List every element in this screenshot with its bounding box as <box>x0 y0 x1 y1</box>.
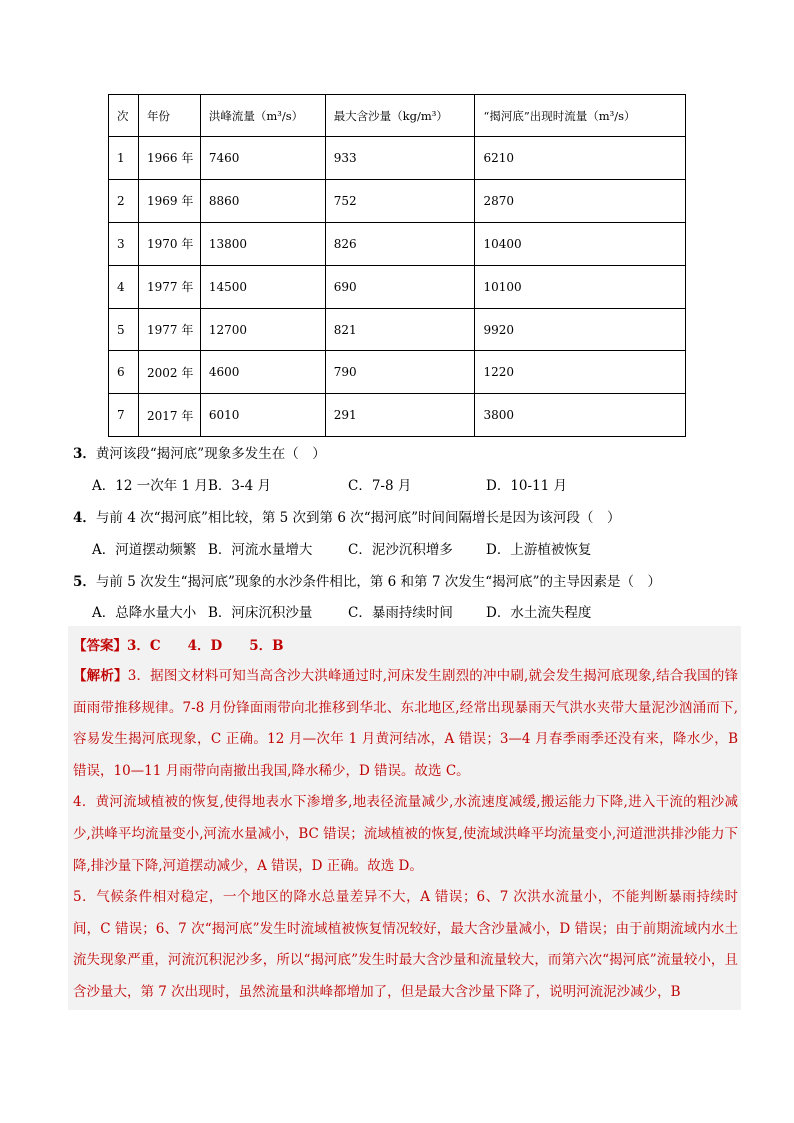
cell-year: 1977 年 <box>138 265 200 308</box>
cell-event-flow: 1220 <box>475 351 686 394</box>
cell-index: 6 <box>109 351 139 394</box>
question-4-option-b: B．河流水量增大 <box>208 542 313 558</box>
cell-index: 2 <box>109 179 139 222</box>
cell-event-flow: 3800 <box>475 394 686 437</box>
header-max-sediment: 最大含沙量（kg/m³） <box>325 95 475 137</box>
table-row <box>109 137 686 180</box>
question-4-option-a: A．河道摆动频繁 <box>92 542 197 558</box>
table-row <box>109 351 686 394</box>
cell-max-sediment: 821 <box>325 308 475 351</box>
question-4 <box>73 508 621 528</box>
table-row <box>109 179 686 222</box>
cell-max-sediment: 752 <box>325 179 475 222</box>
cell-year: 2017 年 <box>138 394 200 437</box>
cell-max-sediment: 933 <box>325 137 475 180</box>
cell-peak-flow: 7460 <box>200 137 325 180</box>
analysis-block <box>73 661 738 1009</box>
question-3-option-b: B．3-4 月 <box>208 478 271 494</box>
question-5-number: 5． <box>73 574 96 590</box>
question-4-stem: 与前 4 次“揭河底”相比较，第 5 次到第 6 次“揭河底”时间间隔增长是因为该河段（ ） <box>95 510 621 526</box>
cell-index: 7 <box>109 394 139 437</box>
cell-event-flow: 2870 <box>475 179 686 222</box>
cell-index: 5 <box>109 308 139 351</box>
cell-year: 1977 年 <box>138 308 200 351</box>
question-3 <box>73 444 326 464</box>
header-peak-flow: 洪峰流量（m³/s） <box>200 95 325 137</box>
question-4-option-c: C．泥沙沉积增多 <box>348 542 453 558</box>
answer-label: 【答案】 <box>73 638 127 654</box>
cell-max-sediment: 690 <box>325 265 475 308</box>
cell-event-flow: 9920 <box>475 308 686 351</box>
question-4-option-d: D．上游植被恢复 <box>486 542 592 558</box>
question-5-option-a: A．总降水量大小 <box>92 605 197 621</box>
cell-peak-flow: 8860 <box>200 179 325 222</box>
header-index: 次 <box>109 95 139 137</box>
analysis-text-4: 4．黄河流域植被的恢复,使得地表水下渗增多,地表径流量减少,水流速度减缓,搬运能力下降,进入干流的粗沙减少,洪峰平均流量变小,河流水量减小，BC 错误；流域植被的恢复,使流域洪峰平均流量变小,河道泄洪排沙能力下降,排沙量下降,河道摆动减少，A 错误，D 正确。故选 D。 <box>73 794 738 874</box>
question-5-option-d: D．水土流失程度 <box>486 605 592 621</box>
cell-index: 1 <box>109 137 139 180</box>
flood-data-table <box>108 94 686 437</box>
cell-max-sediment: 826 <box>325 222 475 265</box>
question-3-option-c: C．7-8 月 <box>348 478 412 494</box>
table-row <box>109 308 686 351</box>
cell-event-flow: 10100 <box>475 265 686 308</box>
cell-index: 4 <box>109 265 139 308</box>
question-5-option-b: B．河床沉积沙量 <box>208 605 313 621</box>
cell-event-flow: 6210 <box>475 137 686 180</box>
cell-peak-flow: 14500 <box>200 265 325 308</box>
question-3-stem: 黄河该段“揭河底”现象多发生在（ ） <box>95 446 326 462</box>
cell-event-flow: 10400 <box>475 222 686 265</box>
cell-year: 2002 年 <box>138 351 200 394</box>
cell-year: 1970 年 <box>138 222 200 265</box>
table-row <box>109 394 686 437</box>
table-row <box>109 222 686 265</box>
question-5-option-c: C．暴雨持续时间 <box>348 605 453 621</box>
cell-year: 1966 年 <box>138 137 200 180</box>
question-4-number: 4． <box>73 510 96 526</box>
question-3-option-a: A．12 一次年 1 月 <box>92 478 208 494</box>
analysis-paragraph-4 <box>73 787 738 882</box>
analysis-paragraph-3 <box>73 661 738 787</box>
cell-peak-flow: 13800 <box>200 222 325 265</box>
cell-peak-flow: 6010 <box>200 394 325 437</box>
cell-year: 1969 年 <box>138 179 200 222</box>
answer-text: 3．C 4．D 5．B <box>127 638 284 654</box>
table-row <box>109 265 686 308</box>
analysis-text-3: 3．据图文材料可知当高含沙大洪峰通过时,河床发生剧烈的冲中刷,就会发生揭河底现象,结合我国的锋面雨带推移规律。7-8 月份锋面雨带向北推移到华北、东北地区,经常出现暴雨天气洪水夹带大量泥沙汹涌而下,容易发生揭河底现象，C 正确。12 月—次年 1 月黄河结冰，A 错误；3—4 月春季雨季还没有来，降水少，B 错误，10—11 月雨带向南撤出我国,降水稀少，D 错误。故选 C。 <box>73 668 739 779</box>
cell-peak-flow: 4600 <box>200 351 325 394</box>
analysis-text-5: 5．气候条件相对稳定，一个地区的降水总量差异不大，A 错误；6、7 次洪水流量小，不能判断暴雨持续时间，C 错误；6、7 次“揭河底”发生时流域植被恢复情况较好，最大含沙量减小，D 错误；由于前期流域内水土流失现象严重，河流沉积泥沙多，所以“揭河底”发生时最大含沙量和流量较大，而第六次“揭河底”流量较小，且含沙量大，第 7 次出现时，虽然流量和洪峰都增加了，但是最大含沙量下降了，说明河流泥沙减少，B <box>73 889 738 1000</box>
header-year: 年份 <box>138 95 200 137</box>
question-5 <box>73 572 661 592</box>
cell-index: 3 <box>109 222 139 265</box>
cell-max-sediment: 291 <box>325 394 475 437</box>
cell-max-sediment: 790 <box>325 351 475 394</box>
cell-peak-flow: 12700 <box>200 308 325 351</box>
question-5-stem: 与前 5 次发生“揭河底”现象的水沙条件相比，第 6 和第 7 次发生“揭河底”的主导因素是（ ） <box>95 574 662 590</box>
analysis-paragraph-5 <box>73 882 738 1008</box>
answer-line <box>73 636 284 656</box>
header-event-flow: “揭河底”出现时流量（m³/s） <box>475 95 686 137</box>
analysis-label: 【解析】 <box>73 668 128 684</box>
question-3-option-d: D．10-11 月 <box>486 478 568 494</box>
table-header-row <box>109 95 686 137</box>
question-3-number: 3． <box>73 446 96 462</box>
